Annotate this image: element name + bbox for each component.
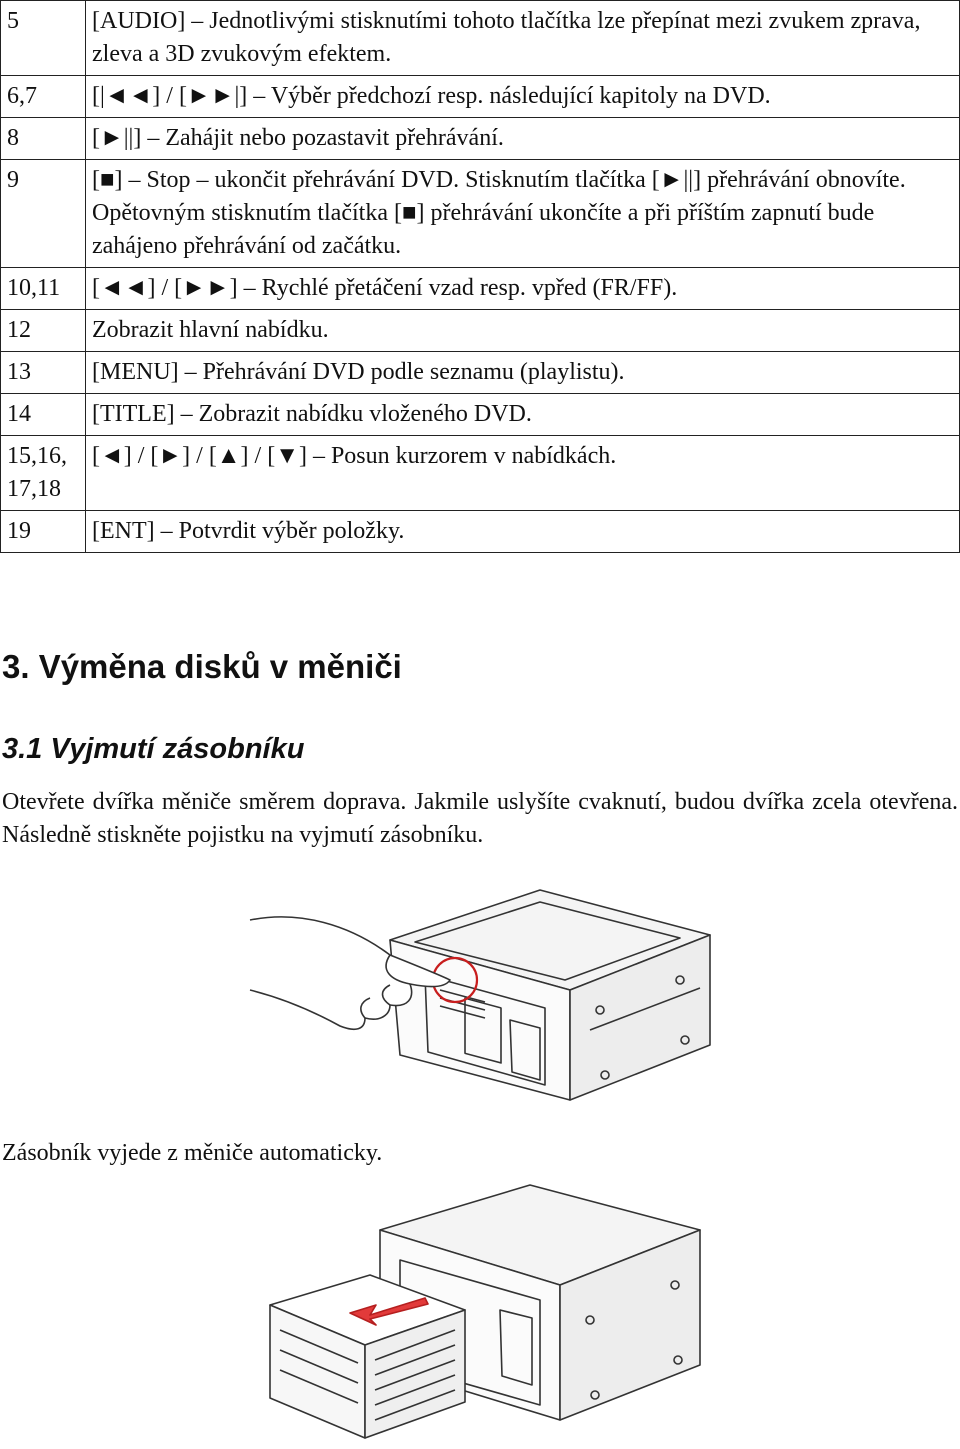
row-description: [ENT] – Potvrdit výběr položky. [86,511,960,553]
row-description: [AUDIO] – Jednotlivými stisknutími tohoto tlačítka lze přepínat mezi zvukem zprava, zleva a 3D zvukovým efektem. [86,1,960,76]
row-number: 19 [1,511,86,553]
row-number: 5 [1,1,86,76]
table-row [1,394,960,436]
table-row [1,310,960,352]
instruction-paragraph: Otevřete dvířka měniče směrem doprava. Jakmile uslyšíte cvaknutí, budou dvířka zcela otevřena. Následně stiskněte pojistku na vyjmutí zásobníku. [2,789,958,848]
section-heading: 3. Výměna disků v měniči [2,648,402,685]
row-number: 6,7 [1,76,86,118]
row-description: [■] – Stop – ukončit přehrávání DVD. Stisknutím tlačítka [►||] přehrávání obnovíte. Opětovným stisknutím tlačítka [■] přehrávání ukončíte a při příštím zapnutí bude zahájeno přehrávání od začátku. [86,160,960,268]
row-description: [TITLE] – Zobrazit nabídku vloženého DVD. [86,394,960,436]
table-row [1,160,960,268]
row-description: [◄] / [►] / [▲] / [▼] – Posun kurzorem v nabídkách. [86,436,960,511]
table-row [1,1,960,76]
row-description: Zobrazit hlavní nabídku. [86,310,960,352]
row-number: 10,11 [1,268,86,310]
row-number: 8 [1,118,86,160]
row-description: [|◄◄] / [►►|] – Výběr předchozí resp. následující kapitoly na DVD. [86,76,960,118]
table-row [1,511,960,553]
row-number: 9 [1,160,86,268]
changer-release-illustration [240,880,720,1120]
table-row [1,436,960,511]
cartridge-eject-illustration [250,1180,710,1442]
row-number: 14 [1,394,86,436]
row-number: 12 [1,310,86,352]
row-description: [MENU] – Přehrávání DVD podle seznamu (playlistu). [86,352,960,394]
table-row [1,352,960,394]
row-description: [◄◄] / [►►] – Rychlé přetáčení vzad resp. vpřed (FR/FF). [86,268,960,310]
table-row [1,268,960,310]
row-description: [►||] – Zahájit nebo pozastavit přehrávání. [86,118,960,160]
row-number: 13 [1,352,86,394]
result-paragraph: Zásobník vyjede z měniče automaticky. [2,1140,383,1166]
table-row [1,76,960,118]
table-row [1,118,960,160]
section-subheading: 3.1 Vyjmutí zásobníku [2,733,305,765]
row-number: 15,16, 17,18 [1,436,86,511]
controls-table [0,0,960,553]
